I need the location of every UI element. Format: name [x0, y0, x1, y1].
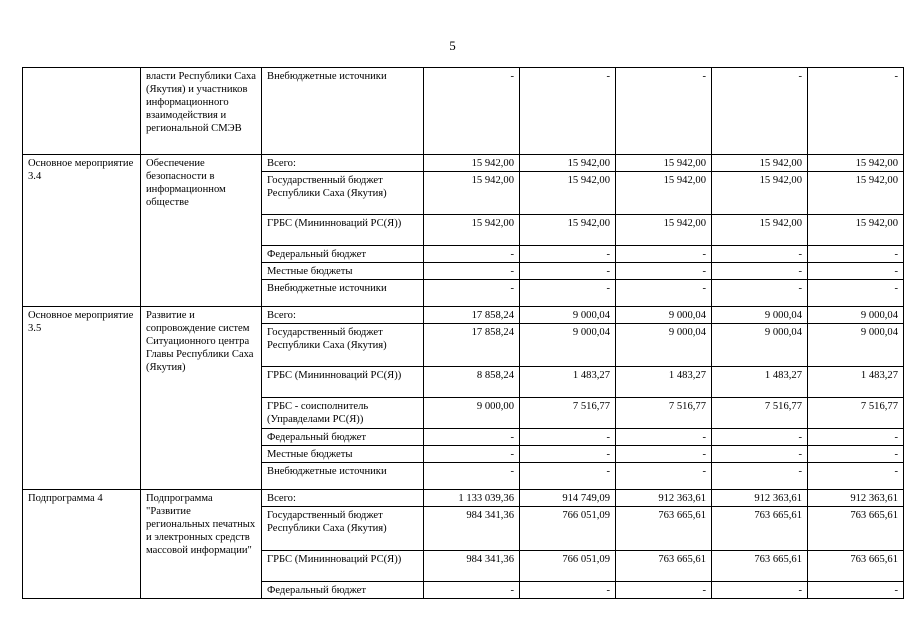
- funding-source-cell: Всего:: [262, 307, 424, 324]
- value-cell: -: [424, 429, 520, 446]
- value-cell: -: [424, 280, 520, 307]
- value-cell: -: [616, 446, 712, 463]
- value-cell: 984 341,36: [424, 507, 520, 551]
- value-cell: -: [424, 246, 520, 263]
- value-cell: 15 942,00: [424, 215, 520, 246]
- value-cell: -: [520, 246, 616, 263]
- value-cell: -: [808, 446, 904, 463]
- description-cell: Подпрограмма "Развитие региональных печатных и электронных средств массовой информации": [141, 490, 262, 599]
- value-cell: 15 942,00: [424, 155, 520, 172]
- value-cell: 15 942,00: [712, 215, 808, 246]
- value-cell: -: [712, 280, 808, 307]
- value-cell: 15 942,00: [808, 155, 904, 172]
- value-cell: -: [808, 463, 904, 490]
- value-cell: 914 749,09: [520, 490, 616, 507]
- value-cell: 17 858,24: [424, 307, 520, 324]
- value-cell: 15 942,00: [520, 215, 616, 246]
- page-number: 5: [449, 38, 456, 53]
- description-cell: власти Республики Саха (Якутия) и участников информационного взаимодействия и региональной СМЭВ: [141, 68, 262, 155]
- value-cell: -: [712, 582, 808, 599]
- value-cell: -: [520, 68, 616, 155]
- event-cell: Основное мероприятие 3.5: [23, 307, 141, 490]
- value-cell: 1 483,27: [808, 367, 904, 398]
- value-cell: 766 051,09: [520, 507, 616, 551]
- value-cell: -: [424, 263, 520, 280]
- value-cell: 7 516,77: [808, 398, 904, 429]
- value-cell: -: [616, 246, 712, 263]
- value-cell: -: [808, 582, 904, 599]
- funding-source-cell: Государственный бюджет Республики Саха (Якутия): [262, 507, 424, 551]
- value-cell: 8 858,24: [424, 367, 520, 398]
- value-cell: -: [712, 246, 808, 263]
- value-cell: -: [616, 68, 712, 155]
- value-cell: 763 665,61: [808, 551, 904, 582]
- value-cell: 9 000,04: [712, 324, 808, 367]
- value-cell: 763 665,61: [712, 551, 808, 582]
- value-cell: 763 665,61: [616, 551, 712, 582]
- description-cell: Развитие и сопровождение систем Ситуационного центра Главы Республики Саха (Якутия): [141, 307, 262, 490]
- value-cell: -: [808, 280, 904, 307]
- funding-source-cell: ГРБС (Мининноваций РС(Я)): [262, 551, 424, 582]
- value-cell: 9 000,04: [616, 307, 712, 324]
- value-cell: 984 341,36: [424, 551, 520, 582]
- value-cell: 763 665,61: [808, 507, 904, 551]
- value-cell: 15 942,00: [808, 172, 904, 215]
- event-cell: Подпрограмма 4: [23, 490, 141, 599]
- value-cell: -: [424, 463, 520, 490]
- value-cell: -: [520, 280, 616, 307]
- value-cell: -: [520, 429, 616, 446]
- funding-source-cell: Федеральный бюджет: [262, 246, 424, 263]
- value-cell: -: [520, 582, 616, 599]
- table-row: [23, 68, 904, 155]
- value-cell: -: [616, 280, 712, 307]
- value-cell: 912 363,61: [808, 490, 904, 507]
- value-cell: -: [616, 582, 712, 599]
- funding-source-cell: Государственный бюджет Республики Саха (Якутия): [262, 172, 424, 215]
- value-cell: 1 483,27: [520, 367, 616, 398]
- value-cell: 7 516,77: [520, 398, 616, 429]
- value-cell: 15 942,00: [520, 172, 616, 215]
- funding-source-cell: Федеральный бюджет: [262, 429, 424, 446]
- funding-source-cell: Всего:: [262, 490, 424, 507]
- funding-source-cell: Местные бюджеты: [262, 446, 424, 463]
- value-cell: 7 516,77: [712, 398, 808, 429]
- value-cell: -: [808, 246, 904, 263]
- table-row: [23, 490, 904, 507]
- value-cell: -: [808, 429, 904, 446]
- value-cell: 9 000,04: [808, 307, 904, 324]
- value-cell: -: [616, 463, 712, 490]
- description-cell: Обеспечение безопасности в информационном обществе: [141, 155, 262, 307]
- funding-source-cell: Федеральный бюджет: [262, 582, 424, 599]
- value-cell: 766 051,09: [520, 551, 616, 582]
- value-cell: -: [712, 446, 808, 463]
- funding-source-cell: Государственный бюджет Республики Саха (Якутия): [262, 324, 424, 367]
- value-cell: 1 483,27: [712, 367, 808, 398]
- value-cell: 17 858,24: [424, 324, 520, 367]
- funding-source-cell: ГРБС - соисполнитель (Управделами РС(Я)): [262, 398, 424, 429]
- value-cell: 763 665,61: [616, 507, 712, 551]
- funding-source-cell: Местные бюджеты: [262, 263, 424, 280]
- value-cell: -: [808, 263, 904, 280]
- value-cell: 15 942,00: [616, 215, 712, 246]
- value-cell: -: [520, 263, 616, 280]
- value-cell: -: [424, 582, 520, 599]
- value-cell: -: [616, 263, 712, 280]
- value-cell: 9 000,04: [808, 324, 904, 367]
- value-cell: 15 942,00: [424, 172, 520, 215]
- value-cell: 9 000,04: [520, 307, 616, 324]
- value-cell: 15 942,00: [616, 155, 712, 172]
- value-cell: 9 000,04: [712, 307, 808, 324]
- value-cell: -: [424, 446, 520, 463]
- value-cell: 15 942,00: [616, 172, 712, 215]
- funding-source-cell: Внебюджетные источники: [262, 463, 424, 490]
- value-cell: -: [520, 446, 616, 463]
- event-cell: [23, 68, 141, 155]
- table-row: [23, 307, 904, 324]
- funding-source-cell: Внебюджетные источники: [262, 280, 424, 307]
- funding-source-cell: ГРБС (Мининноваций РС(Я)): [262, 215, 424, 246]
- value-cell: -: [712, 429, 808, 446]
- value-cell: 15 942,00: [712, 155, 808, 172]
- value-cell: 9 000,04: [520, 324, 616, 367]
- value-cell: 763 665,61: [712, 507, 808, 551]
- table-row: [23, 155, 904, 172]
- value-cell: 15 942,00: [520, 155, 616, 172]
- value-cell: -: [424, 68, 520, 155]
- value-cell: 7 516,77: [616, 398, 712, 429]
- funding-source-cell: Всего:: [262, 155, 424, 172]
- value-cell: 1 133 039,36: [424, 490, 520, 507]
- value-cell: -: [712, 463, 808, 490]
- value-cell: -: [616, 429, 712, 446]
- budget-table: [22, 67, 904, 599]
- value-cell: -: [808, 68, 904, 155]
- value-cell: 9 000,04: [616, 324, 712, 367]
- value-cell: -: [712, 263, 808, 280]
- funding-source-cell: ГРБС (Мининноваций РС(Я)): [262, 367, 424, 398]
- funding-source-cell: Внебюджетные источники: [262, 68, 424, 155]
- value-cell: 1 483,27: [616, 367, 712, 398]
- value-cell: 15 942,00: [712, 172, 808, 215]
- event-cell: Основное мероприятие 3.4: [23, 155, 141, 307]
- value-cell: 9 000,00: [424, 398, 520, 429]
- value-cell: 912 363,61: [616, 490, 712, 507]
- value-cell: 15 942,00: [808, 215, 904, 246]
- value-cell: -: [520, 463, 616, 490]
- value-cell: 912 363,61: [712, 490, 808, 507]
- value-cell: -: [712, 68, 808, 155]
